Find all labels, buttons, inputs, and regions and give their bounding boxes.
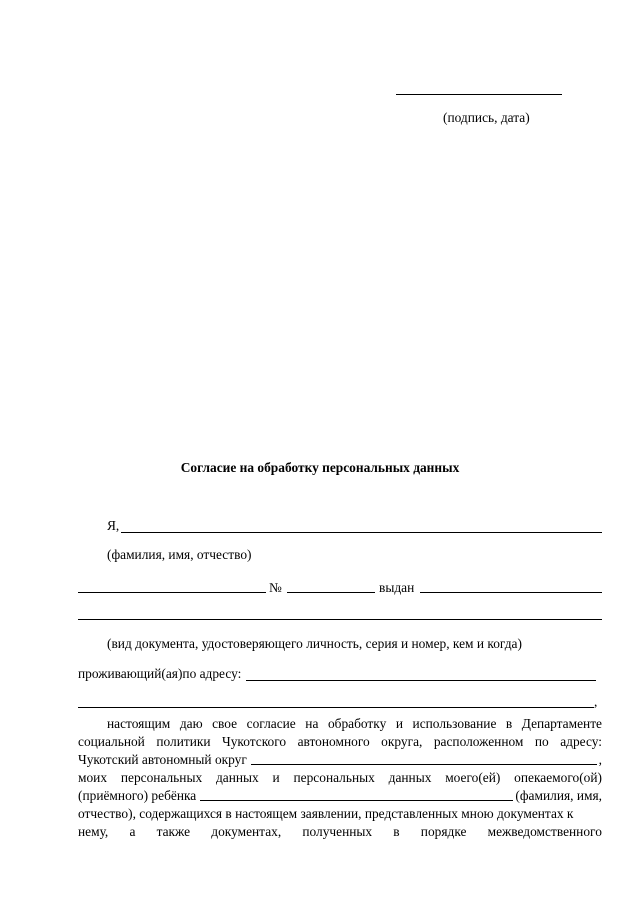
paragraph-line: [78, 751, 602, 769]
line-text: (фамилия, имя,: [515, 788, 602, 803]
word: а: [129, 824, 136, 839]
line-text: Чукотский автономный округ: [78, 752, 247, 767]
word: данных: [215, 770, 259, 785]
word: использование: [412, 716, 497, 731]
child-name-field[interactable]: [200, 787, 513, 801]
word: политики: [156, 734, 211, 749]
address-label: проживающий(ая)по адресу:: [78, 666, 242, 681]
word: межведомственного: [487, 824, 602, 839]
paragraph-line: [78, 733, 602, 751]
address-comma: ,: [594, 694, 598, 709]
issued-label: выдан: [379, 580, 415, 595]
word: опекаемого(ой): [514, 770, 602, 785]
paragraph-line: [78, 823, 602, 841]
word: обработку: [327, 716, 387, 731]
word: документах,: [211, 824, 282, 839]
word: персональных: [293, 770, 375, 785]
signature-line[interactable]: [396, 94, 562, 95]
line-text: отчество), содержащихся в настоящем заявлении, представленных мною документах к: [78, 806, 574, 821]
paragraph-line: [78, 787, 602, 805]
word: Чукотского: [222, 734, 287, 749]
word: согласие: [246, 716, 296, 731]
word: также: [156, 824, 191, 839]
word: данных: [388, 770, 432, 785]
word: моего(ей): [445, 770, 501, 785]
word: настоящим: [107, 716, 171, 731]
paragraph-line: [78, 769, 602, 787]
word: в: [505, 716, 513, 731]
word: округа,: [381, 734, 423, 749]
number-sign: №: [269, 580, 282, 595]
line-text: (приёмного) ребёнка: [78, 788, 197, 803]
word: моих: [78, 770, 108, 785]
document-number-field[interactable]: [287, 592, 375, 593]
word: свое: [212, 716, 238, 731]
document-title: Согласие на обработку персональных данных: [180, 460, 460, 475]
word: автономного: [297, 734, 370, 749]
word: социальной: [78, 734, 145, 749]
signature-caption: (подпись, дата): [443, 110, 530, 125]
address-field-continued[interactable]: [78, 707, 594, 708]
word: в: [393, 824, 400, 839]
paragraph-line: [78, 715, 602, 733]
ya-label: Я,: [107, 518, 120, 533]
word: нему,: [78, 824, 109, 839]
line-text: ,: [598, 752, 602, 767]
word: полученных: [302, 824, 373, 839]
full-name-field[interactable]: [121, 532, 602, 533]
word: и: [272, 770, 280, 785]
word: порядке: [420, 824, 467, 839]
word: на: [305, 716, 319, 731]
document-caption: (вид документа, удостоверяющего личность, серия и номер, кем и когда): [107, 636, 522, 651]
word: даю: [179, 716, 203, 731]
consent-paragraph: [78, 715, 602, 841]
word: расположенном: [433, 734, 524, 749]
paragraph-line: [78, 805, 602, 823]
issued-by-field[interactable]: [420, 592, 602, 593]
district-address-field[interactable]: [251, 751, 597, 765]
document-details-field[interactable]: [78, 619, 602, 620]
word: по: [534, 734, 549, 749]
word: Департаменте: [521, 716, 602, 731]
word: адресу:: [560, 734, 602, 749]
word: персональных: [120, 770, 203, 785]
address-field[interactable]: [246, 680, 596, 681]
document-type-field[interactable]: [78, 592, 266, 593]
word: и: [395, 716, 403, 731]
full-name-caption: (фамилия, имя, отчество): [107, 547, 252, 562]
